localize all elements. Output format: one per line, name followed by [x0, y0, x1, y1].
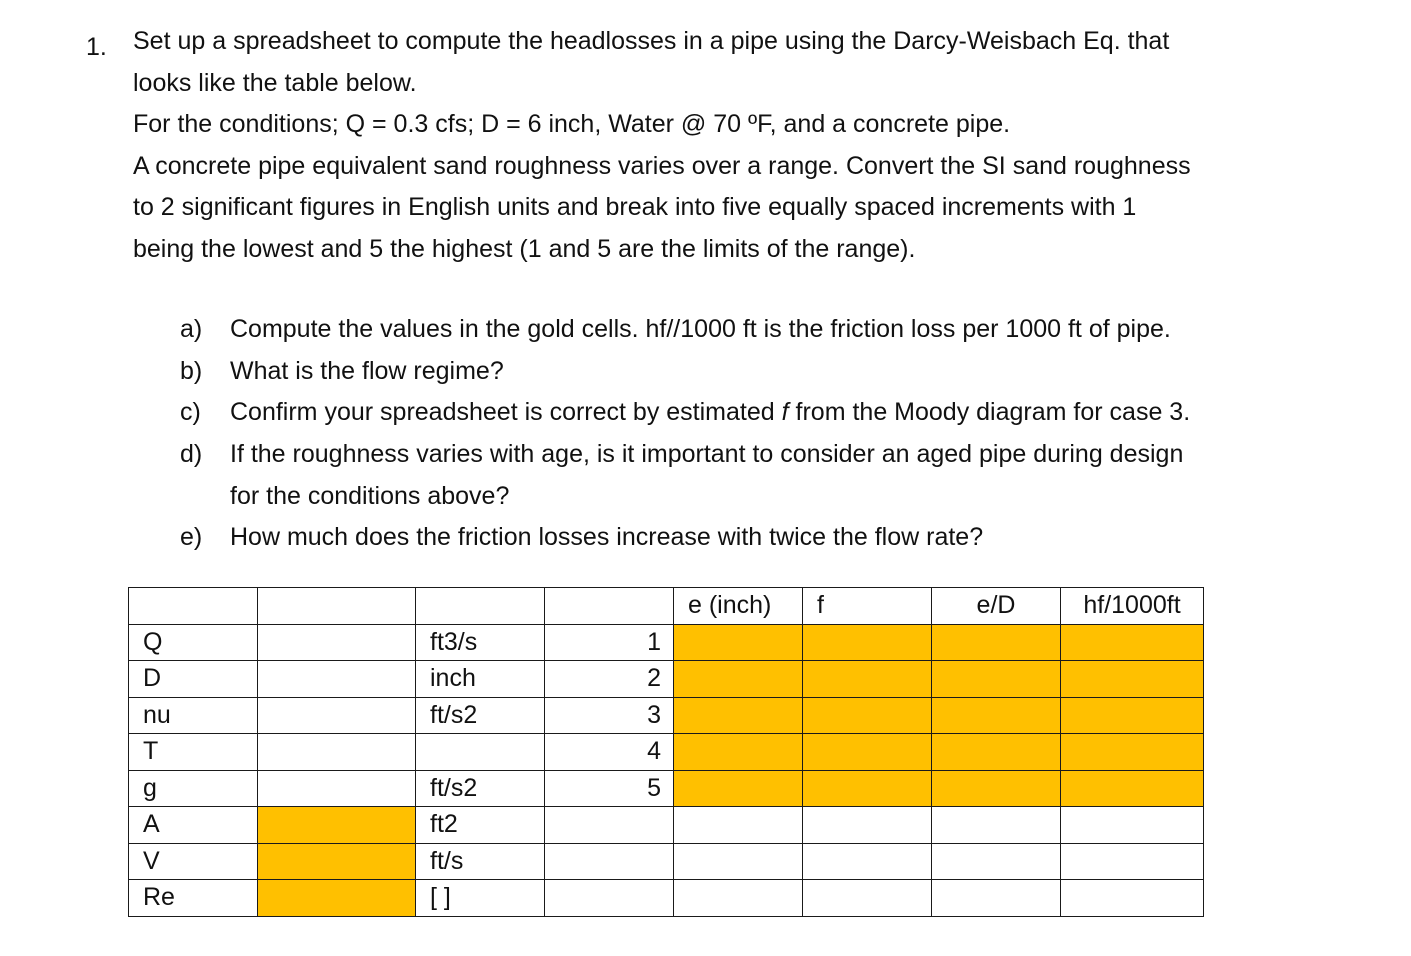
variable-cell: D [129, 661, 258, 698]
header-cell: e/D [932, 588, 1061, 625]
table-row [129, 734, 1204, 771]
gold-cell [932, 734, 1061, 771]
spreadsheet-table [128, 587, 1204, 917]
unit-cell: ft/s [416, 843, 545, 880]
paragraph-line: For the conditions; Q = 0.3 cfs; D = 6 inch, Water @ 70 ºF, and a concrete pipe. [133, 110, 1011, 138]
subquestion-text [230, 398, 1190, 426]
unit-cell: [ ] [416, 880, 545, 917]
subquestion-text: How much does the friction losses increase with twice the flow rate? [230, 523, 984, 551]
header-cell: e (inch) [674, 588, 803, 625]
subquestion-c [180, 392, 1380, 434]
problem-number: 1. [86, 33, 107, 61]
empty-cell [674, 880, 803, 917]
unit-cell: ft/s2 [416, 770, 545, 807]
gold-cell [1061, 661, 1204, 698]
subquestion-text: Compute the values in the gold cells. hf//1000 ft is the friction loss per 1000 ft of pipe. [230, 315, 1171, 343]
empty-cell [545, 807, 674, 844]
gold-cell [674, 661, 803, 698]
subquestion-text: If the roughness varies with age, is it important to consider an aged pipe during design [230, 440, 1184, 468]
header-cell [416, 588, 545, 625]
header-cell [258, 588, 416, 625]
gold-cell [1061, 734, 1204, 771]
table-row [129, 661, 1204, 698]
table-row [129, 843, 1204, 880]
unit-cell: ft2 [416, 807, 545, 844]
empty-cell [932, 807, 1061, 844]
friction-factor-symbol: f [781, 398, 789, 426]
gold-cell [932, 624, 1061, 661]
gold-cell [1061, 697, 1204, 734]
value-cell [258, 661, 416, 698]
empty-cell [1061, 843, 1204, 880]
header-cell [545, 588, 674, 625]
empty-cell [932, 880, 1061, 917]
empty-cell [1061, 880, 1204, 917]
subquestion-continuation: for the conditions above? [230, 481, 510, 510]
subquestion-text: What is the flow regime? [230, 357, 504, 385]
paragraph-line: looks like the table below. [133, 68, 417, 97]
gold-cell [932, 770, 1061, 807]
subquestion-label: e) [180, 523, 203, 551]
subquestion-a [180, 309, 1380, 351]
paragraph-line: to 2 significant figures in English units and break into five equally spaced increments with 1 [133, 193, 1137, 221]
subquestion-text-part: Confirm your spreadsheet is correct by estimated [230, 398, 782, 426]
gold-cell [674, 697, 803, 734]
gold-cell [803, 661, 932, 698]
gold-cell [258, 807, 416, 844]
variable-cell: Re [129, 880, 258, 917]
header-cell: hf/1000ft [1061, 588, 1204, 625]
header-cell [129, 588, 258, 625]
subquestion-label: c) [180, 398, 201, 426]
unit-cell: ft/s2 [416, 697, 545, 734]
subquestion-label: d) [180, 440, 203, 468]
value-cell [258, 624, 416, 661]
variable-cell: T [129, 734, 258, 771]
unit-cell [416, 734, 545, 771]
empty-cell [674, 843, 803, 880]
value-cell [258, 734, 416, 771]
gold-cell [1061, 624, 1204, 661]
header-cell: f [803, 588, 932, 625]
empty-cell [545, 843, 674, 880]
empty-cell [803, 880, 932, 917]
paragraph-line: being the lowest and 5 the highest (1 and 5 are the limits of the range). [133, 234, 916, 263]
gold-cell [258, 843, 416, 880]
subquestion-d [180, 434, 1380, 517]
header-row [129, 588, 1204, 625]
table-row [129, 770, 1204, 807]
table-row [129, 624, 1204, 661]
empty-cell [545, 880, 674, 917]
variable-cell: nu [129, 697, 258, 734]
case-number-cell: 4 [545, 734, 674, 771]
gold-cell [258, 880, 416, 917]
variable-cell: Q [129, 624, 258, 661]
paragraph-line: A concrete pipe equivalent sand roughness varies over a range. Convert the SI sand roughness [133, 151, 1191, 180]
empty-cell [674, 807, 803, 844]
empty-cell [803, 807, 932, 844]
variable-cell: V [129, 843, 258, 880]
subquestion-label: b) [180, 357, 203, 385]
paragraph-line: Set up a spreadsheet to compute the headlosses in a pipe using the Darcy-Weisbach Eq. that [133, 27, 1170, 55]
gold-cell [803, 697, 932, 734]
table-row [129, 697, 1204, 734]
unit-cell: inch [416, 661, 545, 698]
subquestion-label: a) [180, 315, 203, 343]
case-number-cell: 2 [545, 661, 674, 698]
variable-cell: A [129, 807, 258, 844]
subquestion-e [180, 517, 1380, 559]
value-cell [258, 770, 416, 807]
unit-cell: ft3/s [416, 624, 545, 661]
table-row [129, 880, 1204, 917]
gold-cell [674, 624, 803, 661]
gold-cell [1061, 770, 1204, 807]
gold-cell [803, 734, 932, 771]
empty-cell [932, 843, 1061, 880]
gold-cell [932, 661, 1061, 698]
gold-cell [803, 770, 932, 807]
gold-cell [674, 770, 803, 807]
case-number-cell: 1 [545, 624, 674, 661]
gold-cell [674, 734, 803, 771]
empty-cell [1061, 807, 1204, 844]
value-cell [258, 697, 416, 734]
case-number-cell: 5 [545, 770, 674, 807]
empty-cell [803, 843, 932, 880]
case-number-cell: 3 [545, 697, 674, 734]
subquestion-b [180, 351, 1380, 393]
table-row [129, 807, 1204, 844]
gold-cell [803, 624, 932, 661]
gold-cell [932, 697, 1061, 734]
variable-cell: g [129, 770, 258, 807]
problem-paragraph [133, 21, 1383, 270]
subquestion-text-part: from the Moody diagram for case 3. [788, 398, 1191, 426]
